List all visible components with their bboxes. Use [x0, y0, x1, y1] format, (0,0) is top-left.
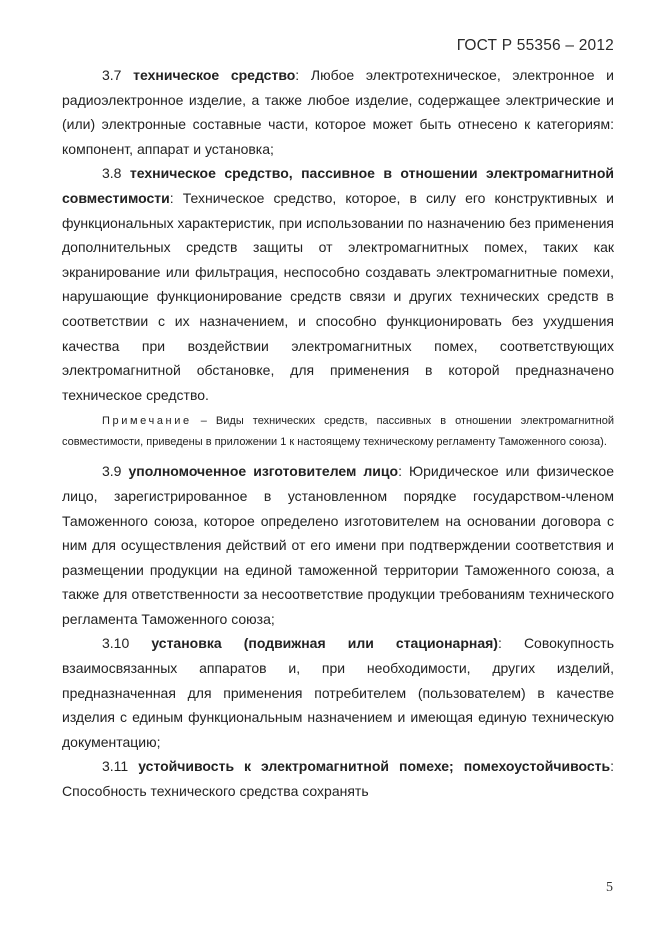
definition-3-7: [62, 63, 614, 161]
item-number: 3.7: [102, 67, 122, 83]
definition-text: : Любое электротехническое, электронное и радиоэлектронное изделие, а также любое изделие, содержащее электрические и (или) электронные составные части, которое может быть отнесено к категориям: компонент, аппарат и установка;: [62, 67, 615, 157]
term: уполномоченное изготовителем лицо: [128, 463, 399, 480]
term: техническое средство: [133, 67, 296, 83]
note-text: – Виды технических средств, пассивных в отношении электромагнитной совместимости, приведены в приложении 1 к настоящему техническому регламенту Таможенного союза).: [62, 415, 614, 449]
item-number: 3.8: [102, 165, 122, 182]
definition-text: : Техническое средство, которое, в силу его конструктивных и функциональных характеристик, при использовании по назначению без применения дополнительных средств защиты от электромагнитных помех, таких как экранирование или фильтрация, неспособно создавать электромагнитные помехи, нарушающие функционирование средств связи и других технических средств в соответствии с их назначением, и способно функционировать без ухудшения качества при воздействии электромагнитных помех, соответствующих электромагнитной обстановке, для применения в которой предназначено техническое средство.: [62, 189, 614, 403]
definition-text: : Юридическое или физическое лицо, зарегистрированное в установленном порядке государством-членом Таможенного союза, которое определено изготовителем на основании договора с ним для осуществления действий от его имени при подтверждении соответствия и размещении продукции на единой таможенной территории Таможенного союза, а также для ответственности за несоответствие продукции требованиям технического регламента Таможенного союза;: [62, 463, 615, 627]
note: [62, 411, 614, 453]
item-number: 3.10: [102, 635, 130, 652]
definition-text: : Совокупность взаимосвязанных аппаратов и, при необходимости, других изделий, предназначенная для применения потребителем (пользователем) в качестве изделия с единым функциональным назначением и имеющая единую техническую документацию;: [62, 635, 614, 750]
definition-3-8: [62, 161, 614, 407]
item-number: 3.11: [102, 758, 129, 775]
page-number: 5: [606, 880, 613, 895]
definition-3-11: [62, 754, 614, 803]
term: устойчивость к электромагнитной помехе; помехоустойчивость: [138, 758, 611, 775]
item-number: 3.9: [102, 463, 122, 480]
term: установка (подвижная или стационарная): [151, 635, 498, 652]
document-code: ГОСТ Р 55356 – 2012: [456, 37, 614, 54]
term: техническое средство, пассивное в отношении электромагнитной совместимости: [62, 165, 614, 206]
definition-3-10: [62, 631, 614, 754]
definition-text: : Способность технического средства сохранять: [62, 758, 614, 800]
document-body: [62, 63, 614, 804]
definition-3-9: [62, 459, 614, 631]
note-label: Примечание: [102, 415, 192, 428]
